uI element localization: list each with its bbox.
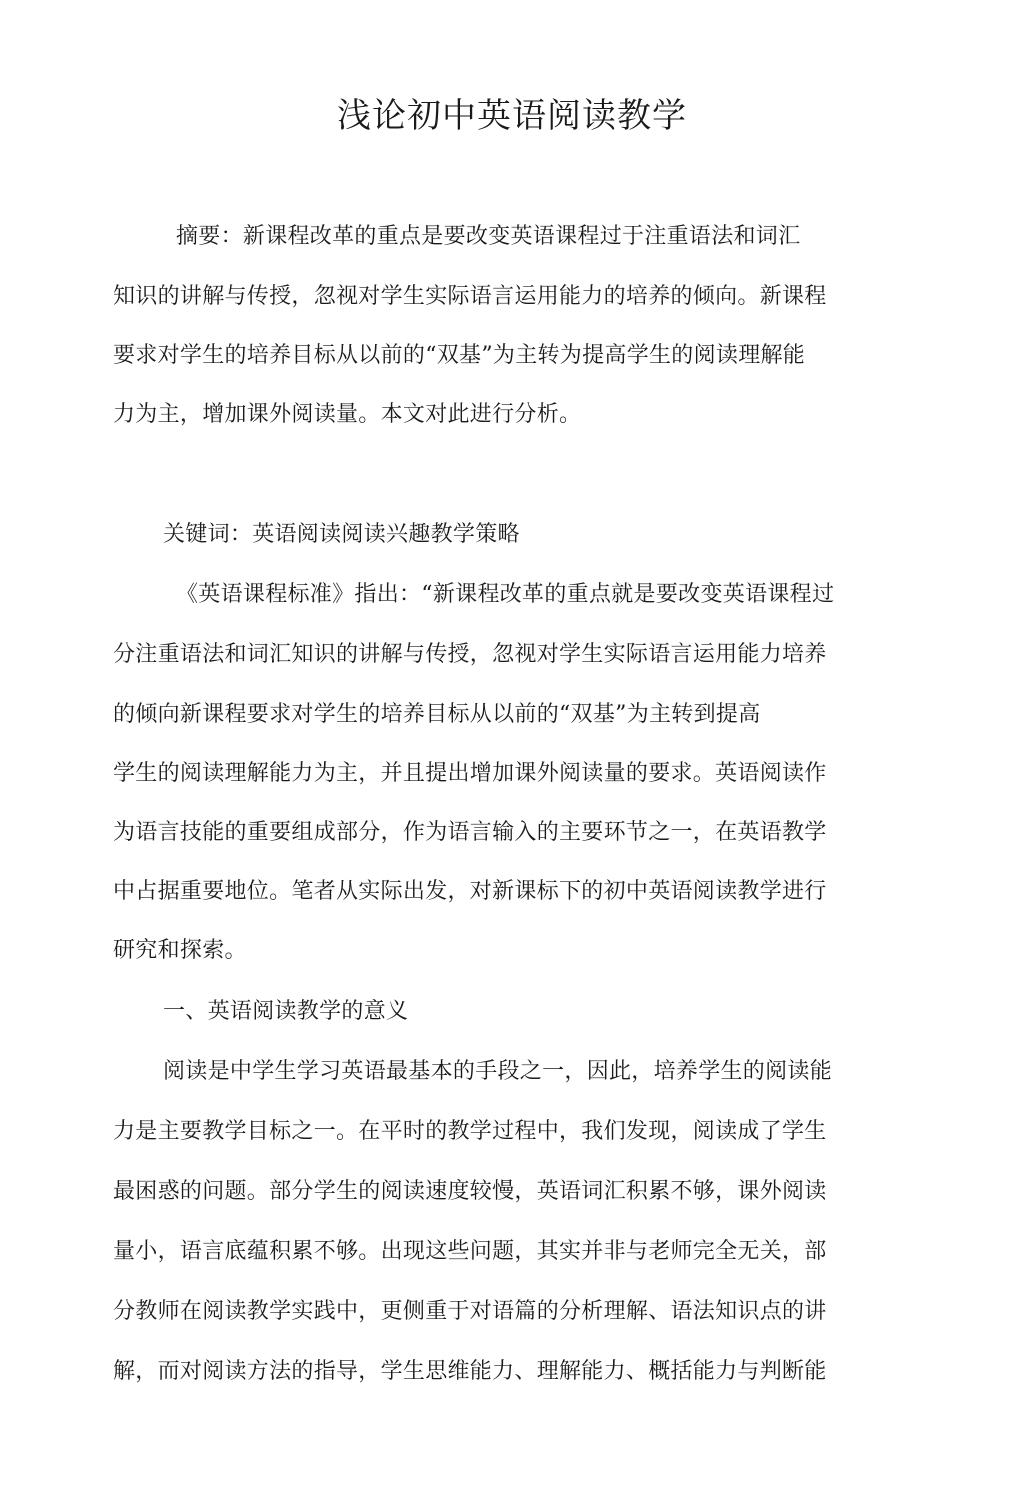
intro-line: 中占据重要地位。笔者从实际出发，对新课标下的初中英语阅读教学进行 xyxy=(113,879,827,904)
document-title: 浅论初中英语阅读教学 xyxy=(337,96,687,136)
section-line: 分教师在阅读教学实践中，更侧重于对语篇的分析理解、语法知识点的讲 xyxy=(113,1299,827,1324)
intro-line: 分注重语法和词汇知识的讲解与传授，忽视对学生实际语言运用能力培养 xyxy=(113,642,827,667)
section-line: 力是主要教学目标之一。在平时的教学过程中，我们发现，阅读成了学生 xyxy=(113,1119,827,1144)
keywords-line: 关键词：英语阅读阅读兴趣教学策略 xyxy=(163,522,520,547)
intro-line: 的倾向新课程要求对学生的培养目标从以前的“双基”为主转到提高 xyxy=(113,702,761,727)
intro-line: 学生的阅读理解能力为主，并且提出增加课外阅读量的要求。英语阅读作 xyxy=(113,761,827,786)
intro-line: 研究和探索。 xyxy=(113,938,247,963)
section-line: 解，而对阅读方法的指导，学生思维能力、理解能力、概括能力与判断能 xyxy=(113,1359,827,1384)
abstract-line: 要求对学生的培养目标从以前的“双基”为主转为提高学生的阅读理解能 xyxy=(113,343,806,368)
section-heading: 一、英语阅读教学的意义 xyxy=(163,999,409,1024)
section-line: 最困惑的问题。部分学生的阅读速度较慢，英语词汇积累不够，课外阅读 xyxy=(113,1179,827,1204)
abstract-line: 摘要：新课程改革的重点是要改变英语课程过于注重语法和词汇 xyxy=(176,224,801,249)
intro-line: 《英语课程标准》指出：“新课程改革的重点就是要改变英语课程过 xyxy=(176,582,835,607)
intro-line: 为语言技能的重要组成部分，作为语言输入的主要环节之一，在英语教学 xyxy=(113,820,827,845)
abstract-line: 知识的讲解与传授，忽视对学生实际语言运用能力的培养的倾向。新课程 xyxy=(113,284,827,309)
abstract-line: 力为主，增加课外阅读量。本文对此进行分析。 xyxy=(113,402,582,427)
section-line: 量小，语言底蕴积累不够。出现这些问题，其实并非与老师完全无关，部 xyxy=(113,1239,827,1264)
section-line: 阅读是中学生学习英语最基本的手段之一，因此，培养学生的阅读能 xyxy=(163,1059,833,1084)
